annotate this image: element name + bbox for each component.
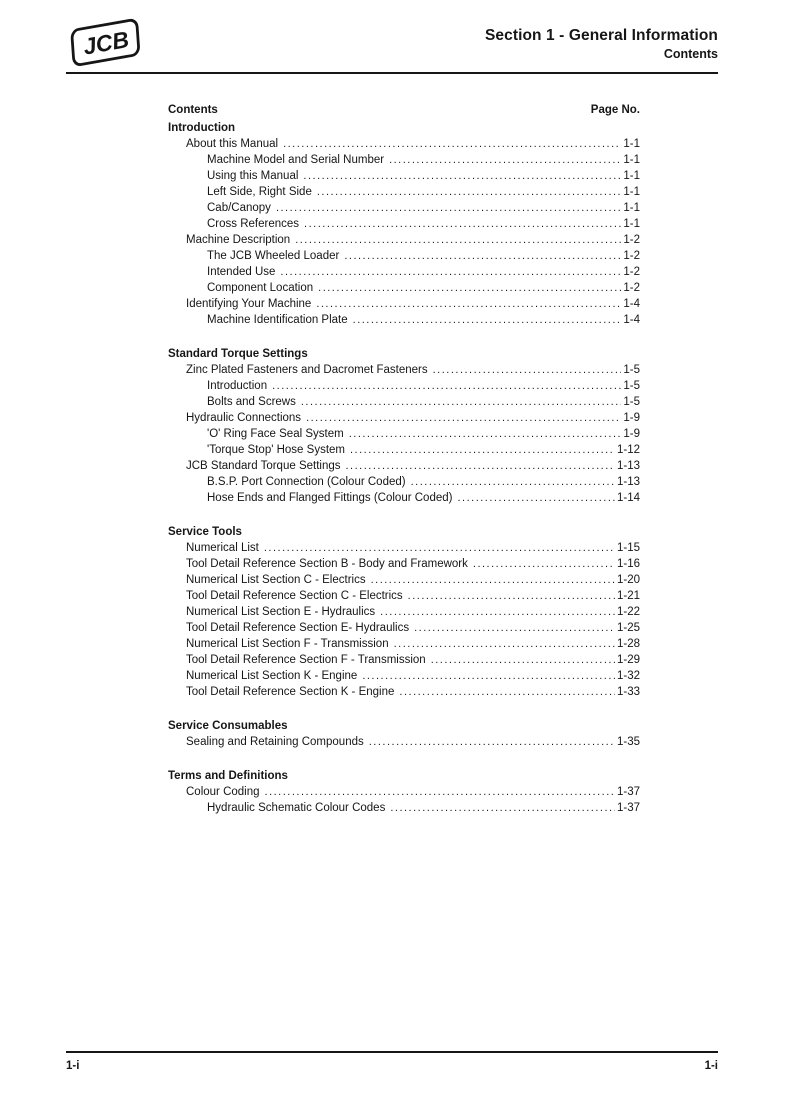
- toc-entry-label: Machine Description: [186, 234, 291, 246]
- toc-page-number: 1-32: [616, 670, 640, 682]
- toc-entry-label: Numerical List Section F - Transmission: [186, 638, 389, 650]
- dot-leader: [369, 734, 615, 750]
- toc-entry-label: B.S.P. Port Connection (Colour Coded): [207, 476, 406, 488]
- toc-row[interactable]: [168, 378, 640, 394]
- toc-page-number: 1-4: [623, 314, 640, 326]
- toc-row[interactable]: [168, 296, 640, 312]
- toc-pageno-header: Page No.: [590, 104, 640, 116]
- toc-entry-label: Introduction: [207, 380, 268, 392]
- toc-page-number: 1-13: [616, 460, 640, 472]
- toc-page-number: 1-15: [616, 542, 640, 554]
- toc-page-number: 1-5: [623, 364, 640, 376]
- toc-row[interactable]: [168, 668, 640, 684]
- toc-entry-label: Numerical List Section C - Electrics: [186, 574, 366, 586]
- toc-section-heading: Introduction: [168, 122, 236, 134]
- dot-leader: [283, 136, 621, 152]
- toc-row[interactable]: [168, 216, 640, 232]
- dot-leader: [280, 264, 621, 280]
- toc-page-number: 1-1: [623, 170, 640, 182]
- toc-entry-label: Bolts and Screws: [207, 396, 296, 408]
- toc-page-number: 1-1: [623, 186, 640, 198]
- jcb-logo: [66, 18, 146, 72]
- toc-row[interactable]: [168, 556, 640, 572]
- toc-row[interactable]: [168, 184, 640, 200]
- dot-leader: [264, 540, 615, 556]
- toc-entry-label: Tool Detail Reference Section E- Hydraulics: [186, 622, 410, 634]
- dot-leader: [411, 474, 615, 490]
- dot-leader: [394, 636, 615, 652]
- toc-entry-label: Identifying Your Machine: [186, 298, 312, 310]
- dot-leader: [353, 312, 622, 328]
- toc-page-number: 1-22: [616, 606, 640, 618]
- toc-row[interactable]: [168, 362, 640, 378]
- toc-row[interactable]: [168, 458, 640, 474]
- toc-entry-label: Numerical List: [186, 542, 259, 554]
- toc-row[interactable]: [168, 572, 640, 588]
- toc-sections: [168, 120, 640, 816]
- toc-page-number: 1-2: [623, 234, 640, 246]
- dot-leader: [318, 280, 621, 296]
- toc-row[interactable]: [168, 684, 640, 700]
- toc-row[interactable]: [168, 588, 640, 604]
- toc-page-number: 1-5: [623, 396, 640, 408]
- dot-leader: [303, 168, 621, 184]
- toc-section: [168, 346, 640, 506]
- dot-leader: [431, 652, 615, 668]
- toc-entry-label: Numerical List Section E - Hydraulics: [186, 606, 376, 618]
- toc-entry-label: Tool Detail Reference Section F - Transmission: [186, 654, 426, 666]
- toc-page-number: 1-35: [616, 736, 640, 748]
- toc-row[interactable]: [168, 652, 640, 668]
- jcb-logo-text: JCB: [81, 26, 131, 60]
- dot-leader: [346, 458, 615, 474]
- toc-page-number: 1-12: [616, 444, 640, 456]
- toc-page-number: 1-1: [623, 154, 640, 166]
- dot-leader: [408, 588, 615, 604]
- toc-section: [168, 524, 640, 700]
- toc-entry-label: Machine Model and Serial Number: [207, 154, 385, 166]
- dot-leader: [276, 200, 621, 216]
- toc-row[interactable]: [168, 280, 640, 296]
- toc-entry-label: Colour Coding: [186, 786, 260, 798]
- page-header: [66, 0, 718, 74]
- section-subtitle: Contents: [663, 47, 718, 61]
- toc-page-number: 1-4: [623, 298, 640, 310]
- toc-row[interactable]: [168, 734, 640, 750]
- toc-entry-label: Using this Manual: [207, 170, 299, 182]
- toc-page-number: 1-13: [616, 476, 640, 488]
- toc-page-number: 1-5: [623, 380, 640, 392]
- toc-contents-header: Contents: [168, 104, 218, 116]
- dot-leader: [272, 378, 621, 394]
- toc-page-number: 1-2: [623, 250, 640, 262]
- toc-entry-label: Zinc Plated Fasteners and Dacromet Fasteners: [186, 364, 428, 376]
- toc-page-number: 1-29: [616, 654, 640, 666]
- toc-row[interactable]: [168, 264, 640, 280]
- page-footer: [66, 1051, 718, 1073]
- toc-section-heading: Service Consumables: [168, 720, 288, 732]
- dot-leader: [295, 232, 621, 248]
- toc-entry-label: Tool Detail Reference Section K - Engine: [186, 686, 395, 698]
- dot-leader: [265, 784, 615, 800]
- toc-section: [168, 718, 640, 750]
- toc-entry-label: Tool Detail Reference Section B - Body and Framework: [186, 558, 468, 570]
- dot-leader: [316, 296, 621, 312]
- toc-page-number: 1-2: [623, 266, 640, 278]
- toc-entry-label: Cross References: [207, 218, 300, 230]
- toc-entry-label: Cab/Canopy: [207, 202, 271, 214]
- header-titles: [485, 26, 718, 62]
- toc-section-heading: Service Tools: [168, 526, 242, 538]
- toc-entry-label: Hose Ends and Flanged Fittings (Colour Coded): [207, 492, 453, 504]
- toc-entry-label: Numerical List Section K - Engine: [186, 670, 358, 682]
- toc-entry-label: Machine Identification Plate: [207, 314, 348, 326]
- table-of-contents: [168, 102, 640, 816]
- dot-leader: [317, 184, 622, 200]
- dot-leader: [473, 556, 615, 572]
- toc-page-number: 1-9: [623, 428, 640, 440]
- toc-page-number: 1-25: [616, 622, 640, 634]
- toc-row[interactable]: [168, 426, 640, 442]
- footer-page-number-left: 1-i: [66, 1060, 80, 1072]
- toc-entry-label: 'Torque Stop' Hose System: [207, 444, 345, 456]
- footer-page-number-right: 1-i: [704, 1060, 718, 1072]
- toc-page-number: 1-20: [616, 574, 640, 586]
- toc-row[interactable]: [168, 136, 640, 152]
- toc-row[interactable]: [168, 312, 640, 328]
- toc-row[interactable]: [168, 232, 640, 248]
- toc-entry-label: Hydraulic Connections: [186, 412, 302, 424]
- toc-column-headers: [168, 102, 640, 118]
- toc-entry-label: About this Manual: [186, 138, 279, 150]
- toc-row[interactable]: [168, 636, 640, 652]
- toc-page-number: 1-1: [623, 202, 640, 214]
- toc-entry-label: Hydraulic Schematic Colour Codes: [207, 802, 386, 814]
- toc-page-number: 1-2: [623, 282, 640, 294]
- toc-row[interactable]: [168, 800, 640, 816]
- toc-entry-label: Tool Detail Reference Section C - Electrics: [186, 590, 403, 602]
- section-title: Section 1 - General Information: [484, 27, 718, 44]
- toc-row[interactable]: [168, 474, 640, 490]
- toc-row[interactable]: [168, 248, 640, 264]
- toc-row[interactable]: [168, 604, 640, 620]
- dot-leader: [380, 604, 615, 620]
- toc-page-number: 1-1: [623, 138, 640, 150]
- toc-row[interactable]: [168, 394, 640, 410]
- dot-leader: [344, 248, 621, 264]
- toc-entry-label: Sealing and Retaining Compounds: [186, 736, 364, 748]
- toc-row[interactable]: [168, 784, 640, 800]
- toc-section-heading: Terms and Definitions: [168, 770, 288, 782]
- dot-leader: [304, 216, 621, 232]
- toc-page-number: 1-9: [623, 412, 640, 424]
- toc-entry-label: The JCB Wheeled Loader: [207, 250, 340, 262]
- toc-section: [168, 768, 640, 816]
- dot-leader: [349, 426, 622, 442]
- toc-row[interactable]: [168, 540, 640, 556]
- toc-row[interactable]: [168, 490, 640, 506]
- dot-leader: [306, 410, 621, 426]
- toc-row[interactable]: [168, 620, 640, 636]
- dot-leader: [399, 684, 615, 700]
- toc-page-number: 1-1: [623, 218, 640, 230]
- dot-leader: [362, 668, 615, 684]
- toc-section: [168, 120, 640, 328]
- dot-leader: [371, 572, 615, 588]
- toc-row[interactable]: [168, 410, 640, 426]
- toc-entry-label: Left Side, Right Side: [207, 186, 312, 198]
- toc-page-number: 1-37: [616, 802, 640, 814]
- toc-page-number: 1-16: [616, 558, 640, 570]
- toc-entry-label: 'O' Ring Face Seal System: [207, 428, 344, 440]
- toc-entry-label: JCB Standard Torque Settings: [186, 460, 341, 472]
- dot-leader: [389, 152, 621, 168]
- toc-row[interactable]: [168, 442, 640, 458]
- toc-page-number: 1-28: [616, 638, 640, 650]
- toc-entry-label: Intended Use: [207, 266, 276, 278]
- toc-row[interactable]: [168, 152, 640, 168]
- dot-leader: [457, 490, 615, 506]
- toc-row[interactable]: [168, 168, 640, 184]
- jcb-logo-icon: [66, 18, 146, 72]
- toc-page-number: 1-14: [616, 492, 640, 504]
- dot-leader: [414, 620, 615, 636]
- dot-leader: [301, 394, 622, 410]
- toc-row[interactable]: [168, 200, 640, 216]
- toc-section-heading: Standard Torque Settings: [168, 348, 308, 360]
- toc-page-number: 1-33: [616, 686, 640, 698]
- toc-entry-label: Component Location: [207, 282, 314, 294]
- dot-leader: [350, 442, 615, 458]
- dot-leader: [390, 800, 615, 816]
- dot-leader: [433, 362, 622, 378]
- toc-page-number: 1-37: [616, 786, 640, 798]
- toc-page-number: 1-21: [616, 590, 640, 602]
